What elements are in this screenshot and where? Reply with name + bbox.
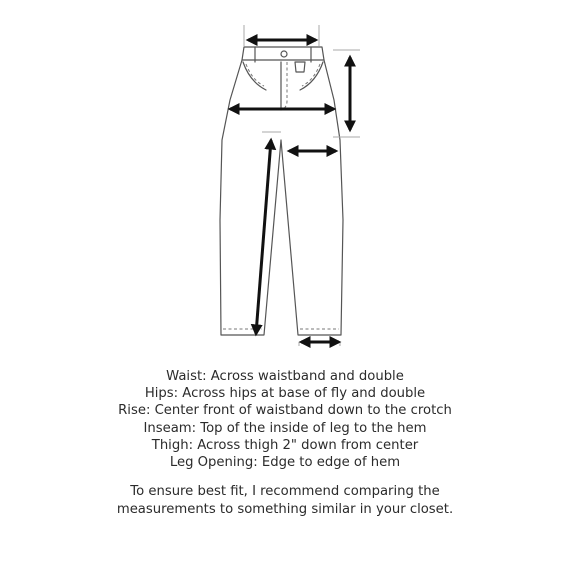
rise-description: Rise: Center front of waistband down to the crotch	[118, 403, 452, 419]
fit-note-line-1: To ensure best fit, I recommend comparing the	[130, 484, 440, 499]
hips-description: Hips: Across hips at base of fly and double	[144, 386, 426, 402]
waist-description: Waist: Across waistband and double	[166, 369, 404, 384]
guide-lines	[244, 25, 360, 346]
inseam-description: Inseam: Top of the inside of leg to the hem	[143, 420, 427, 436]
inseam-arrow	[256, 140, 271, 334]
thigh-description: Thigh: Across thigh 2" down from center	[151, 437, 419, 453]
fit-note-line-2: measurements to something similar in your closet.	[116, 501, 454, 517]
pants-outline	[220, 47, 343, 335]
leg-opening-description: Leg Opening: Edge to edge of hem	[169, 455, 401, 471]
fit-note	[0, 483, 570, 518]
measurement-legend	[0, 368, 570, 471]
